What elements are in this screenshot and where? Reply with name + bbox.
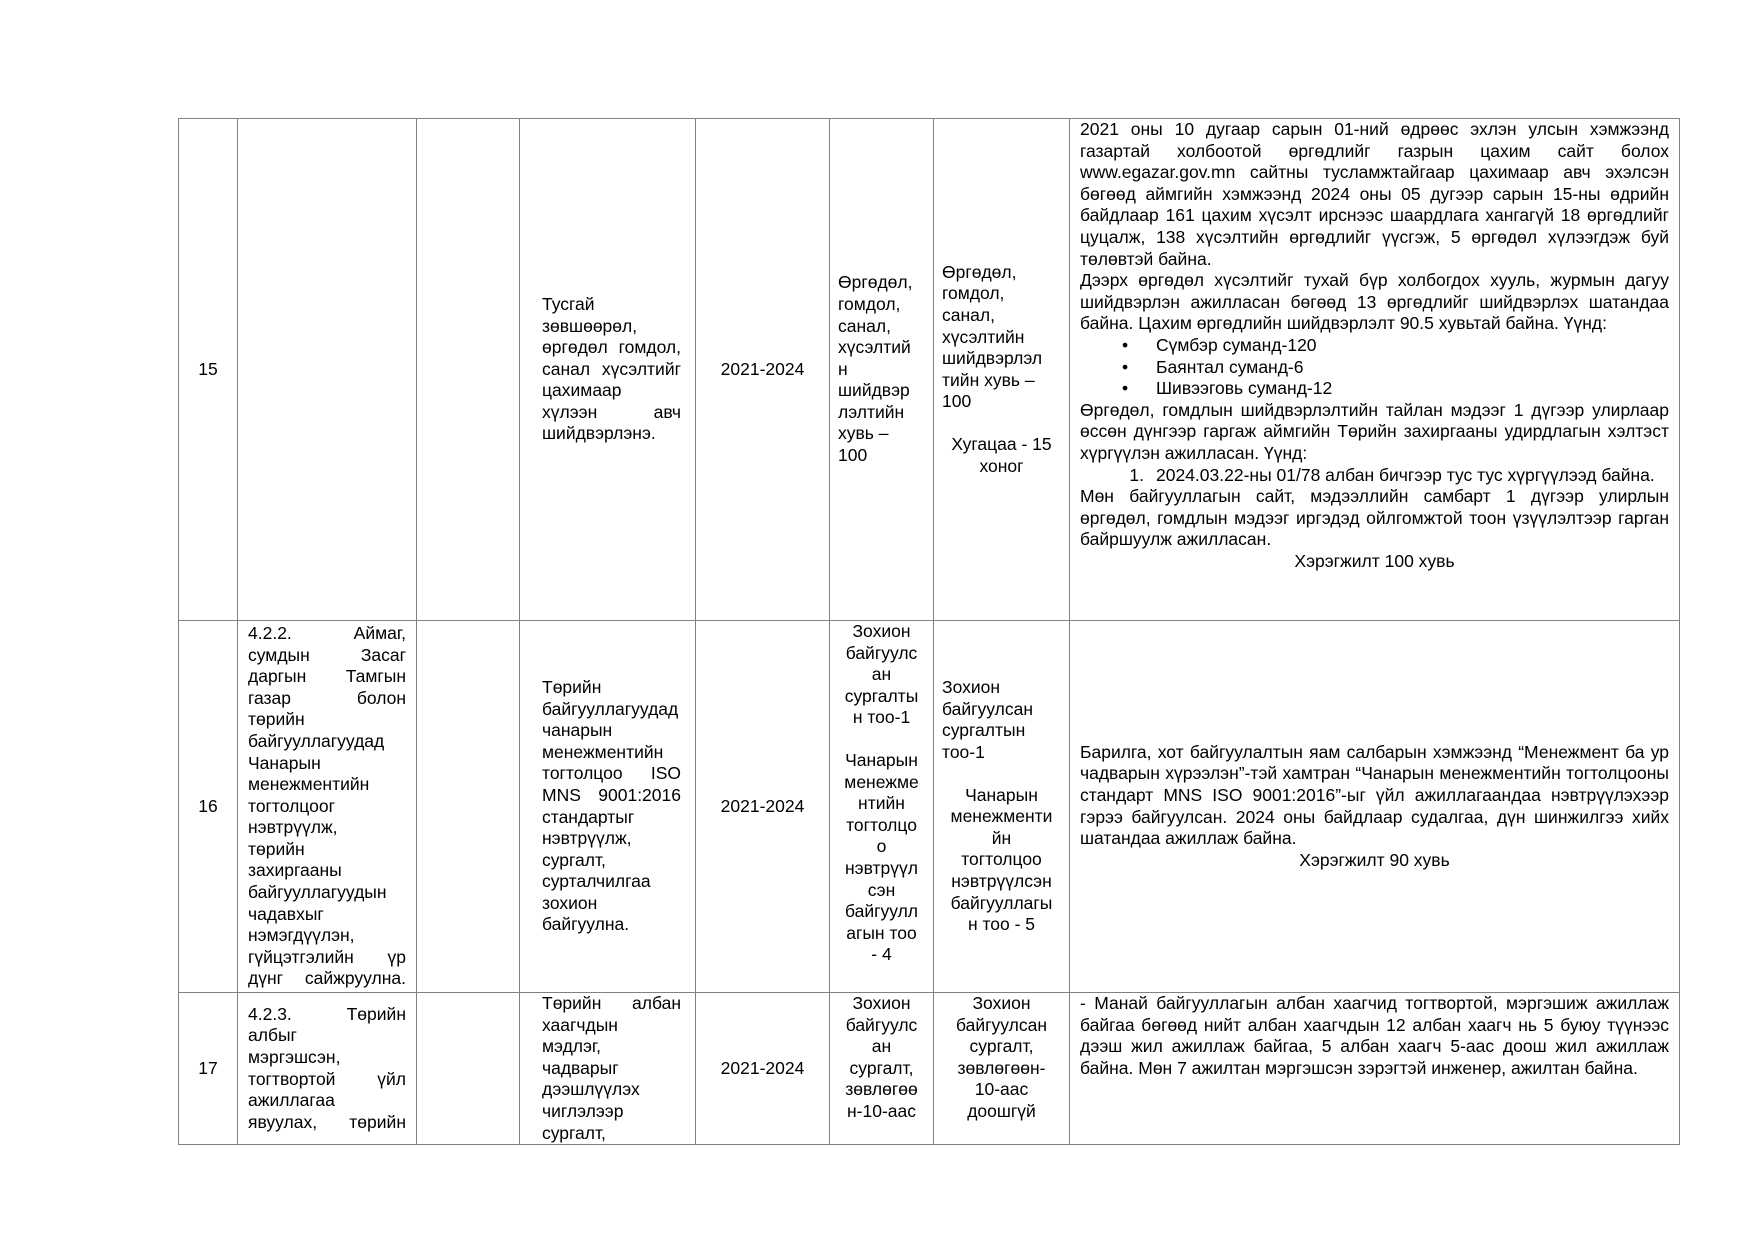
goal-line: гүйцэтгэлийн үр [248, 946, 406, 967]
baseline-line: н тоо-1 [852, 707, 911, 728]
result-para-1: Барилга, хот байгуулалтын яам салбарын хэмжээнд “Менежмент ба ур чадварын хүрээлэн”-тэй хамтран “Чанарын менежментийн тогтолцооны стандарт MNS ISO 9001:2016”-ыг үйл ажиллагаандаа нэвтрүүлэхээр гэрээ байгуулсан. 2024 оны байдлаар судалгаа, дүн шинжилгээ хийх шатандаа ажиллаж байна. [1080, 741, 1669, 849]
baseline-line: менежме [844, 771, 919, 792]
indicator-cell [417, 119, 520, 621]
goal-lines [248, 623, 406, 990]
target-line: Зохион [972, 993, 1031, 1013]
goal-line: байгууллагуудын [248, 882, 387, 903]
baseline-line: Зохион [852, 621, 911, 641]
goal-cell [238, 621, 417, 993]
goal-line: ажиллагаа [248, 1090, 335, 1111]
baseline-line: гомдол, [838, 293, 901, 314]
baseline-lines [838, 272, 925, 466]
baseline-line: зөвлөгөө [845, 1079, 918, 1100]
table-row-17 [179, 993, 1680, 1145]
result-para-2: Дээрх өргөдөл хүсэлтийг тухай бүр холбогдох хууль, журмын дагуу шийдвэрлэн ажилласан бөгөөд 13 өргөдлийг шийдвэрлэх шатандаа байна. Цахим өргөдлийн шийдвэрлэлт 90.5 хувьтай байна. Үүнд: [1080, 270, 1669, 334]
baseline-cell [830, 621, 934, 993]
target-line: санал, [942, 305, 995, 326]
baseline-line: санал, [838, 315, 891, 336]
goal-line: явуулах, төрийн [248, 1111, 406, 1132]
goal-line: 4.2.2. Аймаг, [248, 622, 406, 643]
target-line: тоо-1 [942, 742, 985, 763]
activity-cell [520, 119, 696, 621]
completion-status: Хэрэгжилт 90 хувь [1299, 849, 1450, 870]
list-item: • Шивээговь суманд-12 [1080, 378, 1669, 400]
baseline-line: байгуулс [845, 1014, 918, 1035]
target-cell [934, 621, 1070, 993]
activity-line: чадварыг [542, 1057, 619, 1078]
target-line [942, 764, 1061, 785]
result-para-1: - Манай байгууллагын албан хаагчид тогтвортой, мэргэшиж ажиллаж байгаа бөгөөд нийт албан хаагчдын 12 албан хаагч нь 5 буюу түүнээс дээш жил ажиллаж байгаа, 5 албан хаагч 5-аас доош жил ажиллаж байна. Мөн 7 ажилтан мэргэшсэн зэрэгтэй инженер, ажилтан байна. [1080, 993, 1669, 1078]
indicator-cell [417, 621, 520, 993]
activity-lines [530, 993, 685, 1144]
target-cell [934, 993, 1070, 1145]
target-deadline-line: хоног [979, 455, 1024, 476]
baseline-line: - 4 [871, 944, 892, 965]
goal-line: газар болон [248, 687, 406, 708]
baseline-cell [830, 119, 934, 621]
goal-cell [238, 993, 417, 1145]
goal-line: төрийн [248, 709, 305, 730]
target-deadline-line: Хугацаа - 15 [951, 433, 1052, 454]
target-line: байгуулсан [942, 698, 1033, 719]
baseline-line: Зохион [852, 993, 911, 1013]
list-number: 1. [1129, 464, 1144, 485]
target-lines [942, 993, 1061, 1123]
target-line: гомдол, [942, 283, 1005, 304]
goal-line: дүнг сайжруулна. [248, 968, 406, 989]
target-line: йн [991, 827, 1012, 848]
target-line: менежменти [950, 806, 1053, 827]
activity-line: Төрийн албан [542, 993, 681, 1013]
result-cell [1070, 119, 1680, 621]
goal-line: байгууллагуудад [248, 730, 385, 751]
target-deadline [942, 434, 1061, 477]
result-cell [1070, 621, 1680, 993]
baseline-line: сургалт, [849, 1057, 914, 1078]
baseline-cell [830, 993, 934, 1145]
goal-line: төрийн [248, 838, 305, 859]
baseline-line: сэн [867, 879, 896, 900]
result-cell [1070, 993, 1680, 1145]
target-line: байгууллагы [950, 892, 1053, 913]
baseline-line [838, 729, 925, 750]
target-line: хүсэлтийн [942, 326, 1025, 347]
target-line: н тоо - 5 [967, 914, 1036, 935]
activity-line: хаагчдын мэдлэг, [542, 1014, 618, 1057]
baseline-line: шийдвэр [838, 380, 910, 401]
period-cell: 2021-2024 [696, 993, 830, 1145]
target-line: тийн хувь – [942, 369, 1035, 390]
baseline-line: хувь – [838, 423, 889, 444]
target-line: 100 [942, 391, 972, 412]
baseline-line: агын тоо [846, 922, 917, 943]
baseline-line: ан [871, 664, 892, 685]
indicator-cell [417, 993, 520, 1145]
period-cell: 2021-2024 [696, 621, 830, 993]
baseline-line: хүсэлтий [838, 337, 911, 358]
baseline-line: ан [871, 1036, 892, 1057]
activity-line: чиглэлээр [542, 1100, 624, 1121]
goal-line: 4.2.3. Төрийн [248, 1003, 406, 1024]
target-lines [942, 262, 1061, 413]
target-line: нэвтрүүлсэн [951, 870, 1052, 891]
target-line: байгуулсан [956, 1014, 1047, 1035]
goal-line: захиргааны [248, 860, 342, 881]
target-line: зөвлөгөөн- [957, 1057, 1046, 1078]
goal-line: нэмэгдүүлэн, [248, 925, 355, 946]
result-para-4: Мөн байгууллагын сайт, мэдээллийн самбарт 1 дүгээр улирлын өргөдөл, гомдлын мэдээг иргэдэд ойлгомжтой тоон үзүүлэлтээр гарган байршуулж ажилласан. [1080, 486, 1669, 550]
table-row-15 [179, 119, 1680, 621]
target-cell [934, 119, 1070, 621]
baseline-line: Өргөдөл, [838, 272, 913, 293]
row-number: 16 [179, 621, 238, 993]
baseline-line: нэвтрүүл [845, 857, 918, 878]
baseline-lines [838, 621, 925, 966]
baseline-line: Чанарын [845, 749, 918, 770]
target-line: сургалт, [969, 1036, 1034, 1057]
target-line: 10-аас [974, 1079, 1029, 1100]
goal-line: тогтолцоог [248, 795, 335, 816]
baseline-line: лэлтийн [838, 401, 905, 422]
goal-line: Чанарын [248, 752, 321, 773]
table-row-16 [179, 621, 1680, 993]
activity-line: сургалт, [542, 1122, 606, 1143]
period-cell: 2021-2024 [696, 119, 830, 621]
goal-line: мэргэшсэн, [248, 1046, 341, 1067]
baseline-line: тогтолцо [846, 814, 917, 835]
target-lines [942, 677, 1061, 936]
baseline-lines [838, 993, 925, 1123]
target-line: Өргөдөл, [942, 261, 1017, 282]
baseline-line: байгуулл [844, 901, 919, 922]
target-line: Зохион [942, 677, 1001, 698]
goal-line: сумдын Засаг [248, 644, 406, 665]
baseline-line: н-10-аас [846, 1100, 916, 1121]
list-item: • Сүмбэр суманд-120 [1080, 335, 1669, 357]
result-bullet-list [1080, 335, 1669, 400]
activity-line: дээшлүүлэх [542, 1079, 640, 1100]
baseline-line: нтийн [858, 793, 905, 814]
row-number: 15 [179, 119, 238, 621]
baseline-line: о [876, 836, 887, 857]
list-item [1080, 465, 1669, 487]
completion-status: Хэрэгжилт 100 хувь [1294, 550, 1455, 571]
target-line: тогтолцоо [961, 849, 1042, 870]
goal-lines [248, 1004, 406, 1134]
goal-line: албыг [248, 1025, 297, 1046]
baseline-line: сургалты [844, 685, 919, 706]
list-text: 2024.03.22-ны 01/78 албан бичгээр тус тус хүргүүлээд байна. [1156, 464, 1655, 485]
goal-line: нэвтрүүлж, [248, 817, 338, 838]
result-numbered-list [1080, 465, 1669, 487]
target-line: доошгүй [967, 1100, 1036, 1121]
result-para-3: Өргөдөл, гомдлын шийдвэрлэлтийн тайлан мэдээг 1 дүгээр улирлаар өссөн дүнгээр гаргаж аймгийн Төрийн захиргааны удирдлагын хэлтэст хүргүүлэн ажилласан. Үүнд: [1080, 399, 1669, 463]
target-line: сургалтын [942, 720, 1026, 741]
activity-text: Тусгай зөвшөөрөл, өргөдөл гомдол, санал хүсэлтийг цахимаар хүлээн авч шийдвэрлэнэ. [542, 293, 681, 444]
goal-line: менежментийн [248, 774, 370, 795]
result-para-1: 2021 оны 10 дугаар сарын 01-ний өдрөөс эхлэн улсын хэмжээнд газартай холбоотой өргөдлийг газрын цахим сайт болох www.egazar.gov.mn сайтны тусламжтайгаар цахимаар авч эхэлсэн бөгөөд аймгийн хэмжээнд 2024 оны 05 дугээр сарын 15-ны өдрийн байдлаар 161 цахим хүсэлт ирснээс шаардлага хангагүй 18 өргөдлийг цуцалж, 138 хүсэлтийн өргөдлийг үүсгэж, 5 өргөдөл хүлээгдэж буй төлөвтэй байна. [1080, 119, 1669, 269]
plan-report-table [178, 118, 1680, 1145]
activity-cell [520, 621, 696, 993]
goal-line: чадавхыг [248, 903, 324, 924]
baseline-line: н [838, 358, 848, 379]
row-number: 17 [179, 993, 238, 1145]
goal-line: тогтвортой үйл [248, 1068, 406, 1089]
baseline-line: 100 [838, 445, 868, 466]
activity-text: Төрийн байгууллагуудад чанарын менежментийн тогтолцоо ISO MNS 9001:2016 стандартыг нэвтрүүлж, сургалт, сурталчилгаа зохион байгуулна. [542, 676, 681, 935]
target-line: шийдвэрлэл [942, 348, 1043, 369]
activity-cell [520, 993, 696, 1145]
goal-cell [238, 119, 417, 621]
target-line: Чанарын [965, 784, 1038, 805]
baseline-line: байгуулс [845, 642, 918, 663]
list-item: • Баянтал суманд-6 [1080, 357, 1669, 379]
goal-line: даргын Тамгын [248, 666, 406, 687]
